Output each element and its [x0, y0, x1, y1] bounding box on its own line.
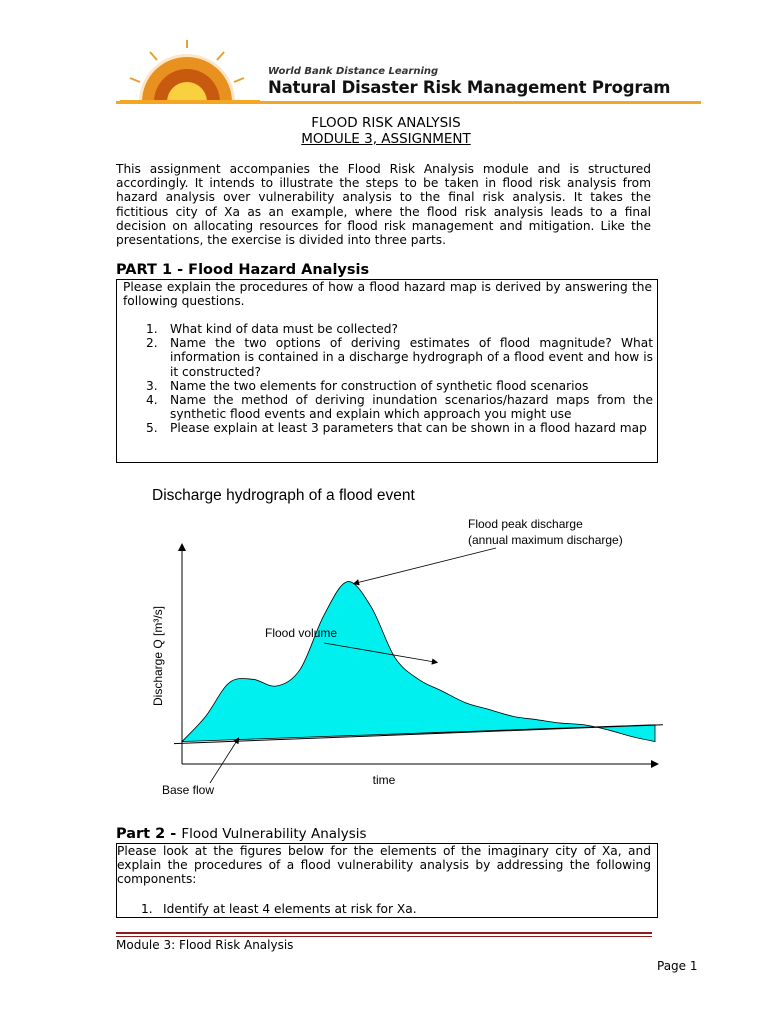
program-logo [112, 38, 262, 104]
question-text: What kind of data must be collected? [170, 322, 398, 336]
question-number: 3. [146, 378, 158, 393]
discharge-area [182, 582, 655, 742]
footer-rule-thin [116, 936, 652, 937]
part2-heading-prefix: Part 2 - [116, 826, 182, 842]
part2-heading [116, 826, 367, 842]
question-number: 5. [146, 421, 158, 436]
question-text: Identify at least 4 elements at risk for Xa. [163, 902, 417, 916]
document-title: FLOOD RISK ANALYSIS [311, 115, 461, 131]
intro-paragraph: This assignment accompanies the Flood Risk Analysis module and is structured accordingly. It intends to illustrate the steps to be taken in flood risk analysis from hazard analysis over vulnerability analysis to the final risk analysis. It takes the fictitious city of Xa as an example, where the flood risk analysis leads to a final decision on allocating resources for flood risk management and mitigation. Like the presentations, the exercise is divided into three parts. [116, 162, 651, 248]
page-number: Page 1 [657, 959, 698, 973]
question-number: 4. [146, 393, 158, 408]
header-rule [116, 101, 701, 104]
base-flow-arrow [210, 738, 239, 783]
footer-rule [116, 932, 652, 934]
y-axis-label: Discharge Q [m³/s] [151, 605, 165, 707]
question-number: 2. [146, 336, 158, 351]
x-axis-label: time [372, 773, 396, 787]
part2-intro: Please look at the figures below for the elements of the imaginary city of Xa, and explain the procedures of a flood vulnerability analysis by addressing the following components: [117, 844, 651, 887]
base-flow-annotation: Base flow [162, 783, 215, 797]
part1-question-list [117, 322, 653, 436]
volume-annotation: Flood volume [265, 626, 338, 640]
question-text: Name the two options of deriving estimates of flood magnitude? What information is contained in a discharge hydrograph of a flood event and how is it constructed? [170, 336, 653, 379]
part1-box [116, 279, 658, 463]
question-text: Name the method of deriving inundation scenarios/hazard maps from the synthetic flood events and explain which approach you might use [170, 393, 653, 422]
hydrograph-chart [140, 478, 670, 804]
part2-box [116, 843, 658, 918]
part1-heading: PART 1 - Flood Hazard Analysis [116, 262, 370, 278]
part2-heading-text: Flood Vulnerability Analysis [181, 826, 367, 842]
question-item [117, 393, 653, 421]
question-item [117, 336, 653, 379]
footer-module-label: Module 3: Flood Risk Analysis [116, 938, 294, 952]
peak-arrow [354, 548, 496, 584]
org-name: World Bank Distance Learning [268, 66, 439, 77]
question-item [117, 421, 653, 435]
part1-intro: Please explain the procedures of how a flood hazard map is derived by answering the following questions. [123, 280, 652, 309]
question-number: 1. [141, 902, 153, 916]
question-text: Please explain at least 3 parameters that can be shown in a flood hazard map [170, 421, 647, 436]
question-item [117, 322, 653, 336]
peak-annotation-line2: (annual maximum discharge) [468, 533, 623, 547]
question-text: Name the two elements for construction of synthetic flood scenarios [170, 378, 589, 393]
question-number: 1. [146, 322, 158, 336]
program-name: Natural Disaster Risk Management Program [268, 78, 671, 97]
question-item [117, 379, 653, 393]
chart-title: Discharge hydrograph of a flood event [152, 487, 415, 504]
peak-annotation-line1: Flood peak discharge [468, 517, 583, 531]
document-subtitle: MODULE 3, ASSIGNMENT [301, 131, 471, 147]
